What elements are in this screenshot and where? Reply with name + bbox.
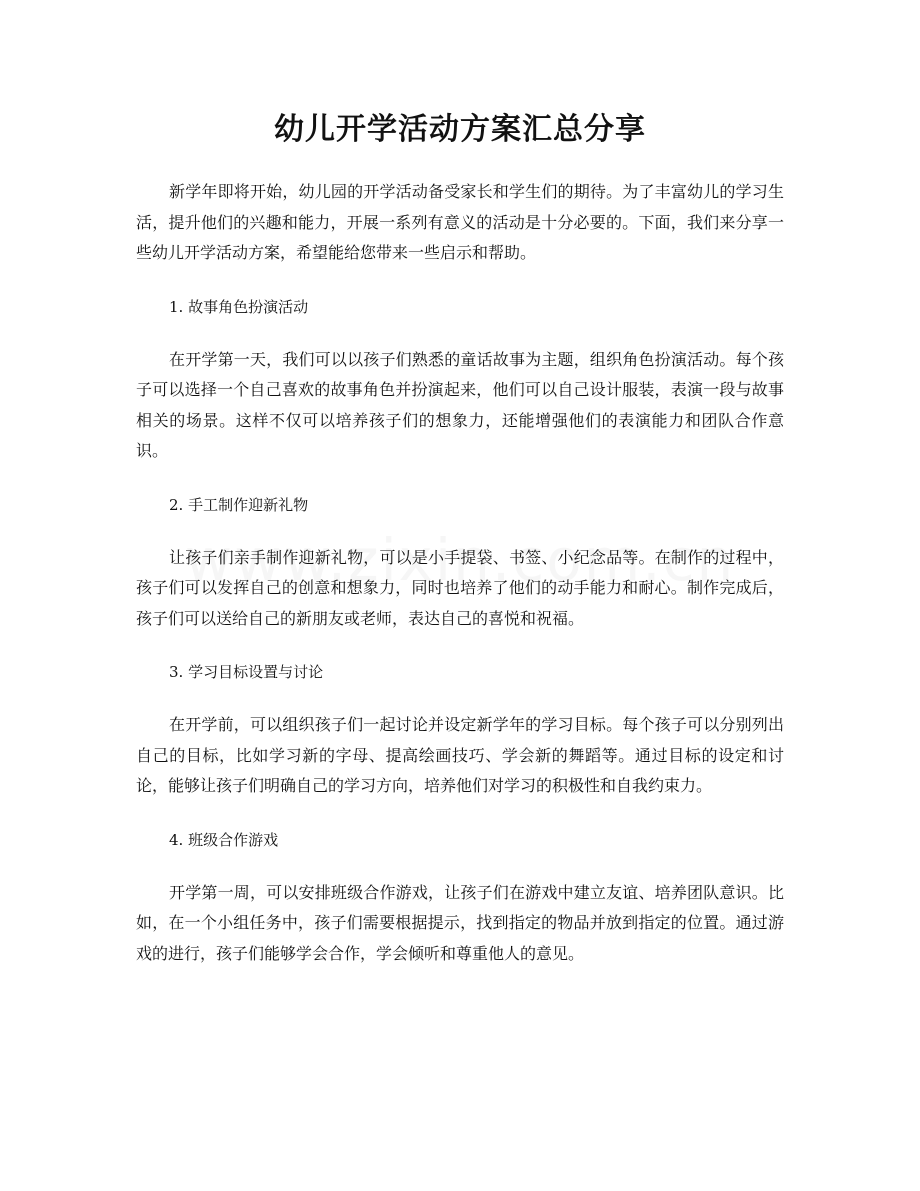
section-heading: 1. 故事角色扮演活动 xyxy=(169,297,309,316)
section-paragraph: 让孩子们亲手制作迎新礼物，可以是小手提袋、书签、小纪念品等。在制作的过程中，孩子们可以发挥自己的创意和想象力，同时也培养了他们的动手能力和耐心。制作完成后，孩子们可以送给自己的新朋友或老师，表达自己的喜悦和祝福。 xyxy=(136,547,784,628)
section-heading: 3. 学习目标设置与讨论 xyxy=(169,663,324,681)
section-heading: 2. 手工制作迎新礼物 xyxy=(169,495,309,514)
section-paragraph: 在开学前，可以组织孩子们一起讨论并设定新学年的学习目标。每个孩子可以分别列出自己的目标，比如学习新的字母、提高绘画技巧、学会新的舞蹈等。通过目标的设定和讨论，能够让孩子们明确自己的学习方向，培养他们对学习的积极性和自我约束力。 xyxy=(136,715,784,795)
document-body xyxy=(136,177,784,993)
intro-paragraph: 新学年即将开始，幼儿园的开学活动备受家长和学生们的期待。为了丰富幼儿的学习生活，提升他们的兴趣和能力，开展一系列有意义的活动是十分必要的。下面，我们来分享一些幼儿开学活动方案，希望能给您带来一些启示和帮助。 xyxy=(136,182,784,262)
section-paragraph: 开学第一周，可以安排班级合作游戏，让孩子们在游戏中建立友谊、培养团队意识。比如，在一个小组任务中，孩子们需要根据提示，找到指定的物品并放到指定的位置。通过游戏的进行，孩子们能够学会合作，学会倾听和尊重他人的意见。 xyxy=(136,882,784,963)
page-title: 幼儿开学活动方案汇总分享 xyxy=(274,112,646,147)
section-paragraph: 在开学第一天，我们可以以孩子们熟悉的童话故事为主题，组织角色扮演活动。每个孩子可以选择一个自己喜欢的故事角色并扮演起来，他们可以自己设计服装，表演一段与故事相关的场景。这样不仅可以培养孩子们的想象力，还能增强他们的表演能力和团队合作意识。 xyxy=(136,349,784,460)
section-heading: 4. 班级合作游戏 xyxy=(169,830,279,849)
